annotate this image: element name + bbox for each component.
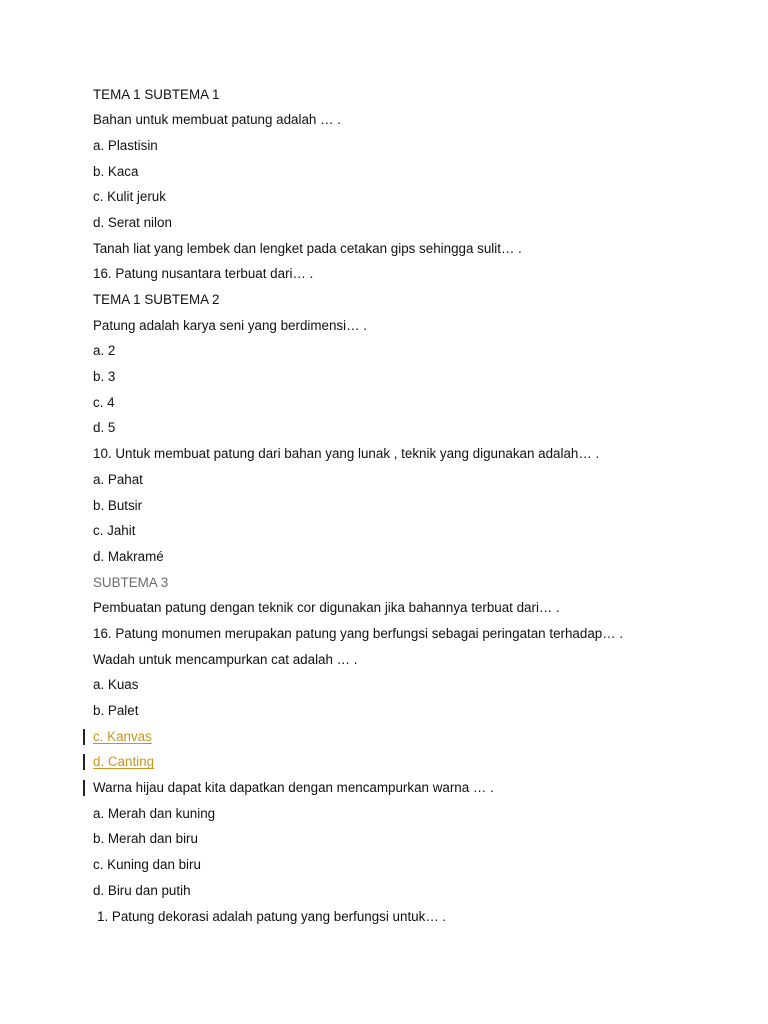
answer-option: a. 2 xyxy=(93,343,116,359)
section-heading: TEMA 1 SUBTEMA 1 xyxy=(93,86,220,102)
question-text: 16. Patung nusantara terbuat dari… . xyxy=(93,266,314,282)
section-heading: SUBTEMA 3 xyxy=(93,574,169,590)
question-text: 10. Untuk membuat patung dari bahan yang lunak , teknik yang digunakan adalah… . xyxy=(93,446,600,462)
question-text: 16. Patung monumen merupakan patung yang berfungsi sebagai peringatan terhadap… . xyxy=(93,625,624,641)
answer-option: a. Plastisin xyxy=(93,137,158,153)
answer-option: b. Palet xyxy=(93,703,139,718)
question-text: Bahan untuk membuat patung adalah … . xyxy=(93,112,341,128)
answer-option: d. Biru dan putih xyxy=(93,882,191,898)
answer-option: c. Kulit jeruk xyxy=(93,189,166,205)
answer-option: b. Butsir xyxy=(93,497,143,513)
answer-option: c. Kuning dan biru xyxy=(93,857,201,873)
section-heading: TEMA 1 SUBTEMA 2 xyxy=(93,292,220,307)
answer-option-link[interactable]: d. Canting xyxy=(93,753,728,779)
answer-option-link[interactable]: c. Kanvas xyxy=(93,728,728,754)
answer-option: c. Jahit xyxy=(93,523,136,539)
document-body xyxy=(93,86,728,934)
question-text: Patung adalah karya seni yang berdimensi… . xyxy=(93,317,367,333)
answer-option: b. 3 xyxy=(93,369,116,385)
question-text: Pembuatan patung dengan teknik cor digunakan jika bahannya terbuat dari… . xyxy=(93,600,560,616)
answer-option: b. Kaca xyxy=(93,163,139,179)
answer-option: a. Kuas xyxy=(93,677,139,693)
change-bar xyxy=(83,780,85,796)
answer-option: d. Makramé xyxy=(93,548,164,564)
question-text: Wadah untuk mencampurkan cat adalah … . xyxy=(93,651,358,667)
answer-option: c. 4 xyxy=(93,394,115,410)
answer-option: a. Pahat xyxy=(93,471,143,487)
answer-option: d. Serat nilon xyxy=(93,214,172,230)
change-bar xyxy=(83,729,85,745)
answer-option: d. 5 xyxy=(93,420,116,436)
question-text: Warna hijau dapat kita dapatkan dengan mencampurkan warna … . xyxy=(93,779,728,805)
question-text: 1. Patung dekorasi adalah patung yang berfungsi untuk… . xyxy=(97,908,447,924)
change-bar xyxy=(83,754,85,770)
answer-option: b. Merah dan biru xyxy=(93,831,198,847)
answer-option: a. Merah dan kuning xyxy=(93,805,216,821)
question-text: Tanah liat yang lembek dan lengket pada cetakan gips sehingga sulit… . xyxy=(93,240,522,256)
